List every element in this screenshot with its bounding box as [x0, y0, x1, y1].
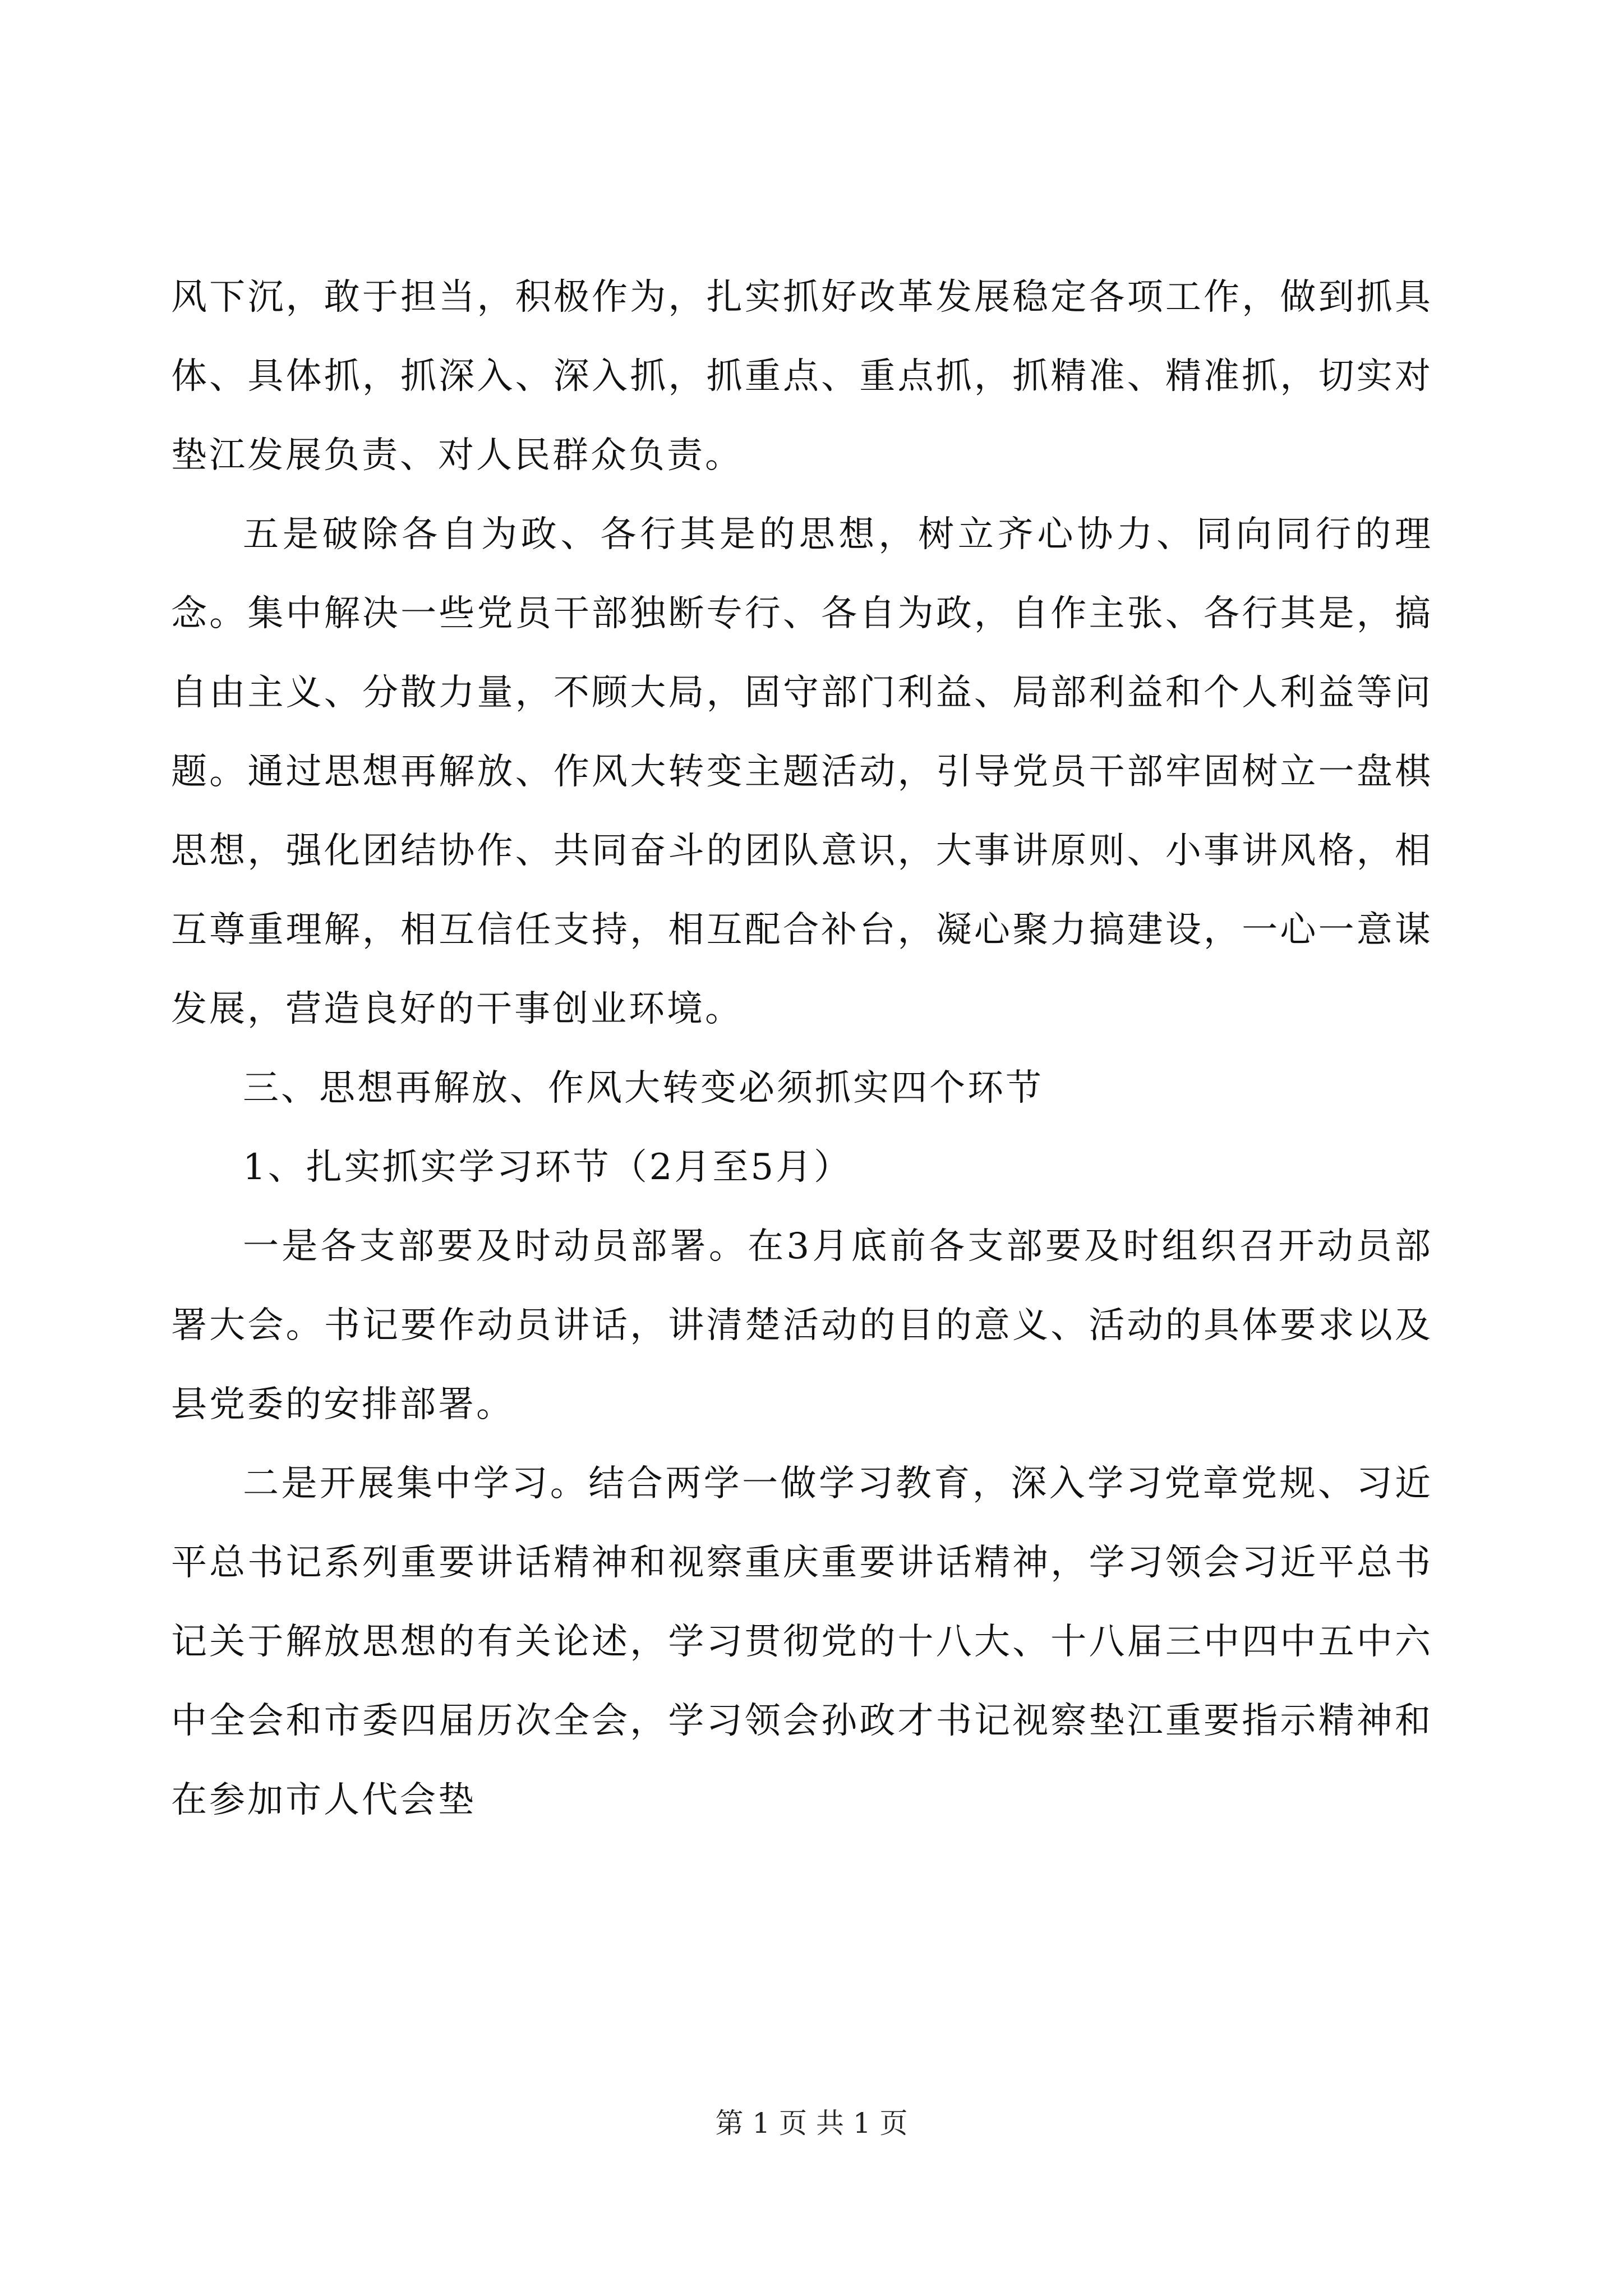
section-heading-three: 三、思想再解放、作风大转变必须抓实四个环节 [243, 1068, 1044, 1109]
page-number-label: 第 1 页 共 1 页 [715, 2107, 908, 2139]
paragraph-point-one: 一是各支部要及时动员部署。在3月底前各支部要及时组织召开动员部署大会。书记要作动员讲话，讲清楚活动的目的意义、活动的具体要求以及县党委的安排部署。 [171, 1226, 1433, 1425]
paragraph-continued: 风下沉，敢于担当，积极作为，扎实抓好改革发展稳定各项工作，做到抓具体、具体抓，抓深入、深入抓，抓重点、重点抓，抓精准、精准抓，切实对垫江发展负责、对人民群众负责。 [171, 277, 1433, 476]
document-body [171, 258, 1433, 1840]
paragraph-point-two: 二是开展集中学习。结合两学一做学习教育，深入学习党章党规、习近平总书记系列重要讲话精神和视察重庆重要讲话精神，学习领会习近平总书记关于解放思想的有关论述，学习贯彻党的十八大、十八届三中四中五中六中全会和市委四届历次全会，学习领会孙政才书记视察垫江重要指示精神和在参加市人代会垫 [171, 1463, 1433, 1821]
paragraph-point-five: 五是破除各自为政、各行其是的思想，树立齐心协力、同向同行的理念。集中解决一些党员干部独断专行、各自为政，自作主张、各行其是，搞自由主义、分散力量，不顾大局，固守部门利益、局部利益和个人利益等问题。通过思想再解放、作风大转变主题活动，引导党员干部牢固树立一盘棋思想，强化团结协作、共同奋斗的团队意识，大事讲原则、小事讲风格，相互尊重理解，相互信任支持，相互配合补台，凝心聚力搞建设，一心一意谋发展，营造良好的干事创业环境。 [171, 514, 1433, 1030]
page-footer [0, 2101, 1623, 2141]
subsection-heading-one: 1、扎实抓实学习环节（2月至5月） [243, 1147, 852, 1188]
